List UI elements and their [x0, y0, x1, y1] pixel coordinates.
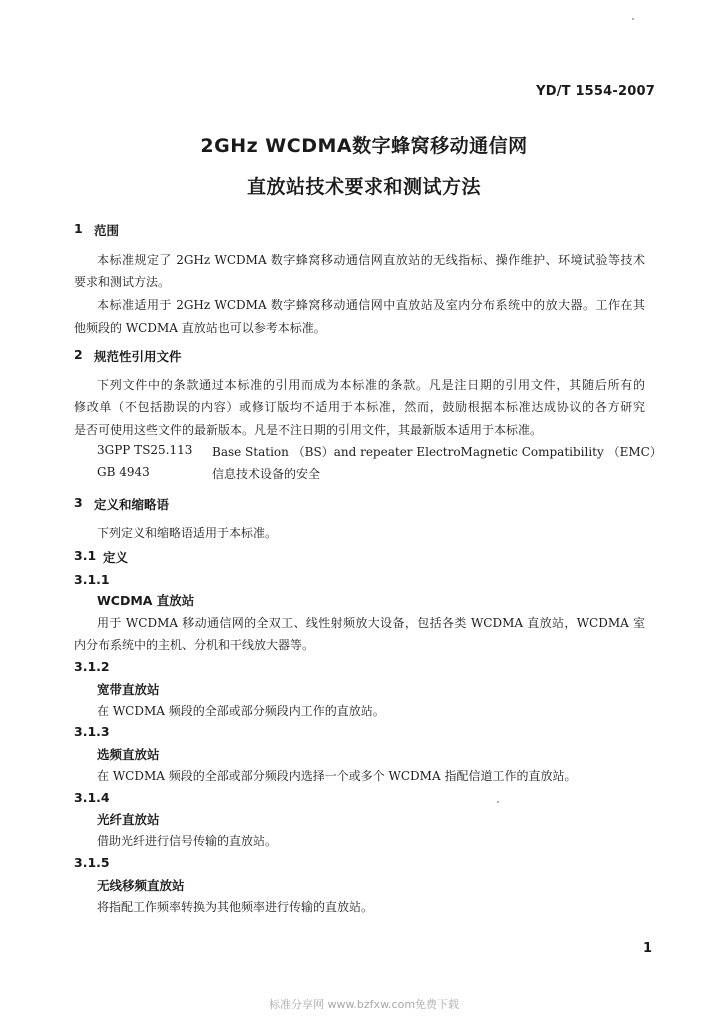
- title-line-2: 直放站技术要求和测试方法: [246, 176, 481, 198]
- section-2-para-line-2: 修改单（不包括勘误的内容）或修订版均不适用于本标准，然而，鼓励根据本标准达成协议的各方研究: [74, 400, 645, 414]
- title-line-1: 2GHz WCDMA数字蜂窝移动通信网: [200, 135, 528, 157]
- reference-code: GB 4943: [97, 465, 150, 479]
- definition-text-line-1: 将指配工作频率转换为其他频率进行传输的直放站。: [97, 900, 374, 914]
- section-2-para-line-1: 下列文件中的条款通过本标准的引用而成为本标准的条款。凡是注日期的引用文件，其随后所有的: [97, 378, 645, 392]
- definition-text-line-1: 用于 WCDMA 移动通信网的全双工、线性射频放大设备，包括各类 WCDMA 直放站，WCDMA 室: [97, 616, 645, 630]
- reference-title: 信息技术设备的安全: [212, 467, 321, 481]
- section-3-title: 定义和缩略语: [94, 497, 170, 512]
- definition-number: 3.1.2: [74, 659, 110, 674]
- definition-term: WCDMA 直放站: [97, 593, 195, 608]
- definition-number: 3.1.3: [74, 724, 110, 739]
- section-1-number: 1: [74, 221, 83, 236]
- definition-text-line-1: 在 WCDMA 频段的全部或部分频段内选择一个或多个 WCDMA 指配信道工作的直放站。: [97, 769, 577, 783]
- subsection-3-1-number: 3.1: [74, 548, 97, 563]
- definition-term: 宽带直放站: [97, 682, 160, 697]
- section-1-para-1-line-2: 要求和测试方法。: [74, 275, 171, 289]
- section-1-title: 范围: [94, 223, 120, 238]
- section-2-number: 2: [74, 347, 83, 362]
- definition-text-line-2: 内分布系统中的主机、分机和干线放大器等。: [74, 638, 315, 652]
- section-2-para-line-3: 是否可使用这些文件的最新版本。凡是不注日期的引用文件，其最新版本适用于本标准。: [74, 423, 543, 437]
- section-1-para-2-line-1: 本标准适用于 2GHz WCDMA 数字蜂窝移动通信网中直放站及室内分布系统中的放大器。工作在其: [97, 298, 645, 312]
- definition-term: 选频直放站: [97, 747, 160, 762]
- reference-code: 3GPP TS25.113: [97, 443, 193, 457]
- standard-number: YD/T 1554-2007: [536, 84, 655, 99]
- definition-number: 3.1.4: [74, 790, 110, 805]
- definition-number: 3.1.5: [74, 855, 110, 870]
- definition-text-line-1: 借助光纤进行信号传输的直放站。: [97, 834, 278, 848]
- section-1-para-1-line-1: 本标准规定了 2GHz WCDMA 数字蜂窝移动通信网直放站的无线指标、操作维护、环境试验等技术: [97, 253, 645, 267]
- section-3-intro: 下列定义和缩略语适用于本标准。: [97, 526, 278, 540]
- subsection-3-1-title: 定义: [103, 550, 129, 565]
- scan-dot: [632, 18, 634, 20]
- section-3-number: 3: [74, 495, 83, 510]
- definition-term: 光纤直放站: [97, 812, 160, 827]
- definition-text-line-1: 在 WCDMA 频段的全部或部分频段内工作的直放站。: [97, 704, 385, 718]
- page-number: 1: [642, 941, 652, 956]
- scan-dot: [497, 801, 499, 803]
- definition-term: 无线移频直放站: [97, 878, 185, 893]
- footer-watermark: 标准分享网 www.bzfxw.com免费下载: [268, 998, 460, 1011]
- definition-number: 3.1.1: [74, 572, 110, 587]
- section-1-para-2-line-2: 他频段的 WCDMA 直放站也可以参考本标准。: [74, 321, 326, 335]
- reference-title: Base Station （BS）and repeater ElectroMagnetic Compatibility （EMC）: [212, 445, 662, 459]
- section-2-title: 规范性引用文件: [94, 349, 182, 364]
